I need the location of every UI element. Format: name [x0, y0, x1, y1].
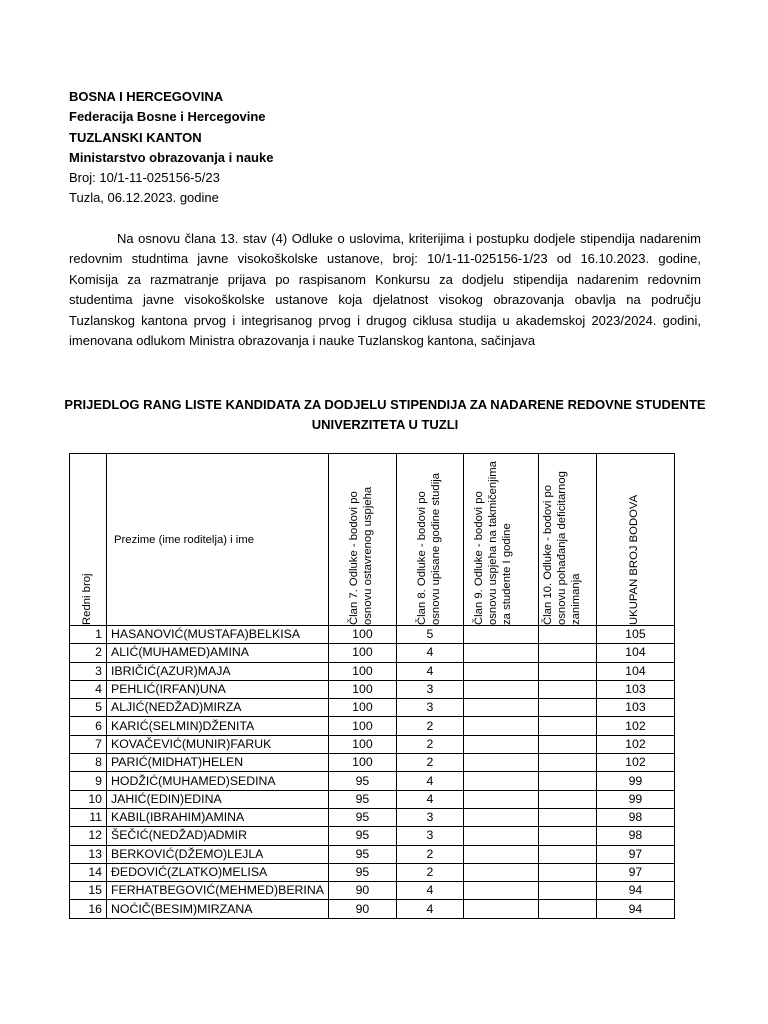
name-cell: PEHLIĆ(IRFAN)UNA — [107, 680, 329, 698]
art10-cell — [538, 827, 596, 845]
art8-cell: 3 — [396, 680, 463, 698]
col-header-art8: Član 8. Odluke - bodovi po osnovu upisane godine studija — [396, 454, 463, 626]
col-header-rank: Redni broj — [70, 454, 107, 626]
name-cell: ALJIĆ(NEDŽAD)MIRZA — [107, 699, 329, 717]
art7-cell: 100 — [328, 754, 396, 772]
rank-cell: 15 — [70, 882, 107, 900]
country: BOSNA I HERCEGOVINA — [69, 89, 224, 104]
rank-cell: 12 — [70, 827, 107, 845]
art7-cell: 95 — [328, 863, 396, 881]
table-row — [70, 790, 675, 808]
art10-cell — [538, 845, 596, 863]
art7-cell: 100 — [328, 680, 396, 698]
total-cell: 97 — [596, 863, 674, 881]
total-cell: 104 — [596, 644, 674, 662]
intro-paragraph: Na osnovu člana 13. stav (4) Odluke o uslovima, kriterijima i postupku dodjele stipendija nadarenim redovnim studntima javne visokoškolske ustanove, broj: 10/1-11-025156-1/23 od 16.10.2023. godine, Komisija za razmatranje prijava po raspisanom Konkursu za dodjelu stipendija nadarenim redovnim studentima javne visokoškolske ustanove koja djelatnost visokog obrazovanja obavlja na području Tuzlanskog kantona prvog i integrisanog prvog i drugog ciklusa studija u akademskoj 2023/2024. godini, imenovana odlukom Ministra obrazovanja i nauke Tuzlanskog kantona, sačinjava — [69, 231, 701, 349]
total-cell: 103 — [596, 680, 674, 698]
place-date: Tuzla, 06.12.2023. godine — [69, 190, 219, 206]
total-cell: 97 — [596, 845, 674, 863]
ranking-table — [69, 453, 675, 919]
name-cell: FERHATBEGOVIĆ(MEHMED)BERINA — [107, 882, 329, 900]
art10-cell — [538, 662, 596, 680]
art10-cell — [538, 754, 596, 772]
table-row — [70, 662, 675, 680]
name-cell: ŠEČIĆ(NEDŽAD)ADMIR — [107, 827, 329, 845]
total-cell: 104 — [596, 662, 674, 680]
art7-cell: 90 — [328, 882, 396, 900]
art7-cell: 95 — [328, 790, 396, 808]
art9-cell — [463, 863, 538, 881]
rank-cell: 10 — [70, 790, 107, 808]
art8-cell: 3 — [396, 827, 463, 845]
rank-cell: 16 — [70, 900, 107, 918]
art7-cell: 100 — [328, 644, 396, 662]
total-cell: 99 — [596, 772, 674, 790]
name-cell: BERKOVIĆ(DŽEMO)LEJLA — [107, 845, 329, 863]
table-row — [70, 644, 675, 662]
col-header-art9: Član 9. Odluke - bodovi po osnovu uspjeha na takmičenjima za studente I godine — [463, 454, 538, 626]
art10-cell — [538, 680, 596, 698]
reference-number: Broj: 10/1-11-025156-5/23 — [69, 170, 220, 186]
federation: Federacija Bosne i Hercegovine — [69, 109, 266, 125]
total-cell: 94 — [596, 900, 674, 918]
name-cell: KABIL(IBRAHIM)AMINA — [107, 808, 329, 826]
art8-cell: 4 — [396, 662, 463, 680]
art9-cell — [463, 827, 538, 845]
rank-cell: 9 — [70, 772, 107, 790]
art9-cell — [463, 662, 538, 680]
art7-cell: 95 — [328, 845, 396, 863]
table-row — [70, 845, 675, 863]
col-header-art7: Član 7. Odluke - bodovi po osnovu ostavrenog uspjeha — [328, 454, 396, 626]
document-title: PRIJEDLOG RANG LISTE KANDIDATA ZA DODJELU STIPENDIJA ZA NADARENE REDOVNE STUDENTE UNIVERZITETA U TUZLI — [64, 397, 706, 432]
name-cell: HODŽIĆ(MUHAMED)SEDINA — [107, 772, 329, 790]
art7-cell: 100 — [328, 717, 396, 735]
table-row — [70, 717, 675, 735]
art10-cell — [538, 735, 596, 753]
rank-cell: 2 — [70, 644, 107, 662]
art9-cell — [463, 900, 538, 918]
col-header-art10: Član 10. Odluke - bodovi po osnovu pohađanja deficitarnog zanimanja — [538, 454, 596, 626]
art7-cell: 90 — [328, 900, 396, 918]
art9-cell — [463, 882, 538, 900]
table-row — [70, 699, 675, 717]
total-cell: 102 — [596, 754, 674, 772]
name-cell: ĐEDOVIĆ(ZLATKO)MELISA — [107, 863, 329, 881]
art8-cell: 2 — [396, 863, 463, 881]
art7-cell: 100 — [328, 626, 396, 644]
art7-cell: 100 — [328, 735, 396, 753]
art7-cell: 100 — [328, 699, 396, 717]
art10-cell — [538, 882, 596, 900]
rank-cell: 1 — [70, 626, 107, 644]
art9-cell — [463, 644, 538, 662]
art10-cell — [538, 717, 596, 735]
table-row — [70, 735, 675, 753]
art10-cell — [538, 699, 596, 717]
total-cell: 103 — [596, 699, 674, 717]
art7-cell: 100 — [328, 662, 396, 680]
art8-cell: 2 — [396, 845, 463, 863]
table-row — [70, 900, 675, 918]
table-row — [70, 772, 675, 790]
art10-cell — [538, 808, 596, 826]
rank-cell: 5 — [70, 699, 107, 717]
table-row — [70, 863, 675, 881]
art10-cell — [538, 900, 596, 918]
art9-cell — [463, 845, 538, 863]
art9-cell — [463, 717, 538, 735]
col-header-total: UKUPAN BROJ BODOVA — [596, 454, 674, 626]
art9-cell — [463, 772, 538, 790]
table-row — [70, 680, 675, 698]
table-row — [70, 827, 675, 845]
name-cell: ALIĆ(MUHAMED)AMINA — [107, 644, 329, 662]
art9-cell — [463, 699, 538, 717]
table-row — [70, 754, 675, 772]
name-cell: HASANOVIĆ(MUSTAFA)BELKISA — [107, 626, 329, 644]
name-cell: JAHIĆ(EDIN)EDINA — [107, 790, 329, 808]
rank-cell: 4 — [70, 680, 107, 698]
art9-cell — [463, 626, 538, 644]
art8-cell: 4 — [396, 790, 463, 808]
table-row — [70, 882, 675, 900]
canton: TUZLANSKI KANTON — [69, 129, 202, 145]
total-cell: 98 — [596, 808, 674, 826]
name-cell: IBRIČIĆ(AZUR)MAJA — [107, 662, 329, 680]
table-row — [70, 626, 675, 644]
art8-cell: 3 — [396, 699, 463, 717]
total-cell: 105 — [596, 626, 674, 644]
letterhead — [69, 87, 273, 209]
art8-cell: 5 — [396, 626, 463, 644]
rank-cell: 11 — [70, 808, 107, 826]
name-cell: KARIĆ(SELMIN)DŽENITA — [107, 717, 329, 735]
art10-cell — [538, 772, 596, 790]
art9-cell — [463, 735, 538, 753]
art7-cell: 95 — [328, 772, 396, 790]
art10-cell — [538, 790, 596, 808]
total-cell: 102 — [596, 717, 674, 735]
table-row — [70, 808, 675, 826]
art8-cell: 2 — [396, 735, 463, 753]
art8-cell: 2 — [396, 717, 463, 735]
art8-cell: 4 — [396, 900, 463, 918]
art9-cell — [463, 790, 538, 808]
rank-cell: 8 — [70, 754, 107, 772]
rank-cell: 3 — [70, 662, 107, 680]
art10-cell — [538, 626, 596, 644]
art8-cell: 2 — [396, 754, 463, 772]
art8-cell: 4 — [396, 882, 463, 900]
name-cell: PARIĆ(MIDHAT)HELEN — [107, 754, 329, 772]
total-cell: 102 — [596, 735, 674, 753]
art9-cell — [463, 754, 538, 772]
total-cell: 98 — [596, 827, 674, 845]
art7-cell: 95 — [328, 808, 396, 826]
art10-cell — [538, 863, 596, 881]
art8-cell: 3 — [396, 808, 463, 826]
art9-cell — [463, 808, 538, 826]
rank-cell: 14 — [70, 863, 107, 881]
rank-cell: 13 — [70, 845, 107, 863]
name-cell: NOĆIČ(BESIM)MIRZANA — [107, 900, 329, 918]
art7-cell: 95 — [328, 827, 396, 845]
name-cell: KOVAČEVIĆ(MUNIR)FARUK — [107, 735, 329, 753]
art10-cell — [538, 644, 596, 662]
total-cell: 94 — [596, 882, 674, 900]
rank-cell: 6 — [70, 717, 107, 735]
ministry: Ministarstvo obrazovanja i nauke — [69, 149, 274, 165]
art8-cell: 4 — [396, 644, 463, 662]
art8-cell: 4 — [396, 772, 463, 790]
total-cell: 99 — [596, 790, 674, 808]
art9-cell — [463, 680, 538, 698]
col-header-name: Prezime (ime roditelja) i ime — [107, 454, 329, 626]
rank-cell: 7 — [70, 735, 107, 753]
